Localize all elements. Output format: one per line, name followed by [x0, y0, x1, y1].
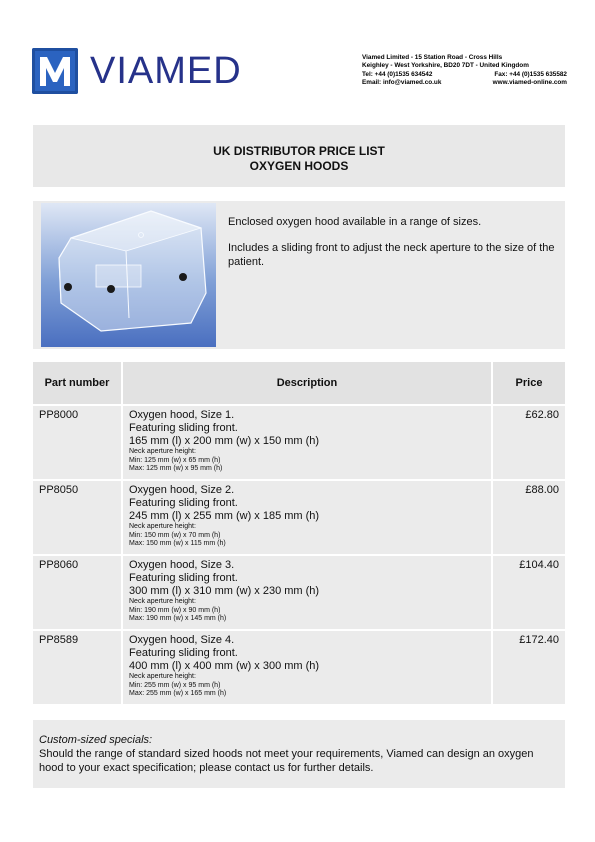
- product-name: Oxygen hood, Size 2.: [129, 484, 235, 496]
- table-row: [33, 481, 565, 554]
- aperture-max: Max: 125 mm (w) x 95 mm (h): [129, 465, 223, 472]
- table-row: [33, 631, 565, 704]
- contact-fax: Fax: +44 (0)1535 635582: [494, 70, 567, 78]
- letterhead: [32, 48, 567, 98]
- description-cell: [123, 406, 491, 479]
- aperture-note-title: Neck aperture height:: [129, 448, 196, 455]
- intro-paragraph-2: Includes a sliding front to adjust the neck aperture to the size of the patient.: [228, 242, 555, 268]
- product-dimensions: 165 mm (l) x 200 mm (w) x 150 mm (h): [129, 435, 320, 447]
- product-feature: Featuring sliding front.: [129, 647, 238, 659]
- aperture-min: Min: 255 mm (w) x 95 mm (h): [129, 681, 221, 689]
- table-row: [33, 556, 565, 629]
- product-name: Oxygen hood, Size 4.: [129, 634, 235, 646]
- part-number-cell: PP8060: [33, 556, 121, 629]
- price-cell: £172.40: [493, 631, 565, 704]
- header-price: Price: [493, 362, 565, 404]
- table-header: [33, 362, 565, 404]
- contact-email[interactable]: Email: info@viamed.co.uk: [362, 79, 442, 87]
- contact-tel: Tel: +44 (0)1535 634542: [362, 70, 433, 78]
- aperture-min: Min: 150 mm (w) x 70 mm (h): [129, 531, 221, 539]
- viamed-logo-icon: [32, 48, 78, 94]
- header-part-number: Part number: [33, 362, 121, 404]
- part-number-cell: PP8050: [33, 481, 121, 554]
- part-number-cell: PP8000: [33, 406, 121, 479]
- product-feature: Featuring sliding front.: [129, 497, 238, 509]
- product-dimensions: 400 mm (l) x 400 mm (w) x 300 mm (h): [129, 660, 320, 672]
- contact-address-line1: Viamed Limited - 15 Station Road - Cross Hills: [362, 54, 503, 61]
- product-dimensions: 300 mm (l) x 310 mm (w) x 230 mm (h): [129, 585, 320, 597]
- contact-block: [362, 54, 567, 88]
- description-cell: [123, 556, 491, 629]
- aperture-note-title: Neck aperture height:: [129, 673, 196, 680]
- contact-website[interactable]: www.viamed-online.com: [492, 79, 567, 87]
- title-line-2: OXYGEN HOODS: [249, 159, 349, 173]
- contact-address-line2: Keighley - West Yorkshire, BD20 7DT - United Kingdom: [362, 62, 529, 70]
- product-name: Oxygen hood, Size 1.: [129, 409, 235, 421]
- header-description: Description: [123, 362, 491, 404]
- intro-paragraph-1: Enclosed oxygen hood available in a range of sizes.: [228, 216, 482, 228]
- product-feature: Featuring sliding front.: [129, 572, 238, 584]
- aperture-min: Min: 125 mm (w) x 65 mm (h): [129, 456, 221, 464]
- intro-text: [228, 215, 558, 281]
- specials-body: Should the range of standard sized hoods not meet your requirements, Viamed can design an oxygen hood to your exact specification; please contact us for further details.: [39, 748, 534, 774]
- brand-wordmark: VIAMED: [90, 50, 242, 92]
- price-table: [33, 362, 565, 706]
- product-name: Oxygen hood, Size 3.: [129, 559, 235, 571]
- description-cell: [123, 631, 491, 704]
- custom-specials-box: [33, 720, 565, 788]
- aperture-max: Max: 255 mm (w) x 165 mm (h): [129, 690, 227, 697]
- table-row: [33, 406, 565, 479]
- title-line-1: UK DISTRIBUTOR PRICE LIST: [213, 144, 385, 158]
- aperture-note-title: Neck aperture height:: [129, 523, 196, 530]
- page-title: [33, 125, 565, 187]
- description-cell: [123, 481, 491, 554]
- price-cell: £104.40: [493, 556, 565, 629]
- price-cell: £62.80: [493, 406, 565, 479]
- aperture-max: Max: 150 mm (w) x 115 mm (h): [129, 540, 226, 547]
- aperture-min: Min: 190 mm (w) x 90 mm (h): [129, 606, 221, 614]
- aperture-note-title: Neck aperture height:: [129, 598, 196, 605]
- product-dimensions: 245 mm (l) x 255 mm (w) x 185 mm (h): [129, 510, 320, 522]
- price-cell: £88.00: [493, 481, 565, 554]
- specials-heading: Custom-sized specials:: [39, 734, 153, 746]
- aperture-max: Max: 190 mm (w) x 145 mm (h): [129, 615, 227, 622]
- product-feature: Featuring sliding front.: [129, 422, 238, 434]
- part-number-cell: PP8589: [33, 631, 121, 704]
- oxygen-hood-photo: [41, 203, 216, 347]
- product-intro: [33, 201, 565, 349]
